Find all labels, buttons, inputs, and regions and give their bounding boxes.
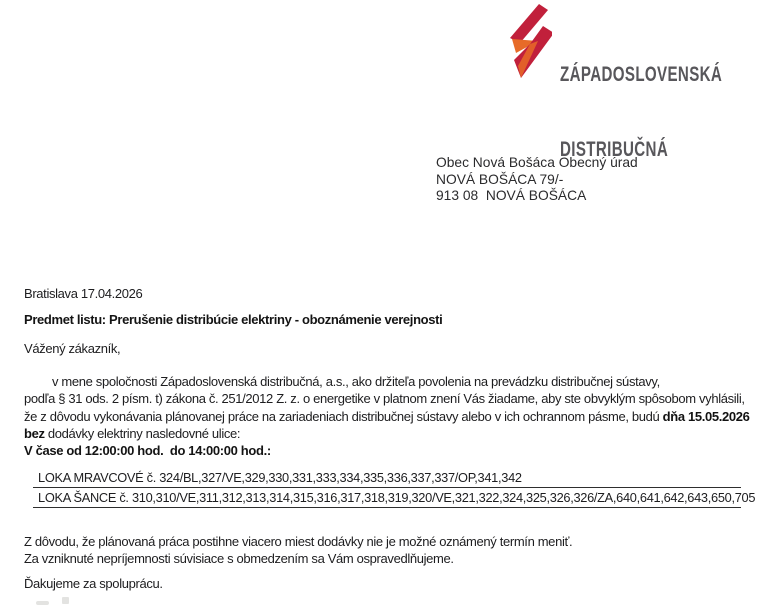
- recipient-line-2: NOVÁ BOŠÁCA 79/-: [436, 171, 564, 187]
- street-row-mravcove: LOKA MRAVCOVÉ č. 324/BL,327/VE,329,330,331,333,334,335,336,337,337/OP,341,342: [33, 469, 741, 488]
- outage-time-heading: V čase od 12:00:00 hod. do 14:00:00 hod.:: [24, 443, 271, 458]
- affected-streets-table: [33, 469, 756, 508]
- recipient-address-block: [436, 155, 638, 205]
- dateline: Bratislava 17.04.2026: [24, 286, 143, 301]
- thanks-line: Ďakujeme za spoluprácu.: [24, 576, 163, 591]
- logo-line-2: DISTRIBUČNÁ: [560, 138, 669, 161]
- recipient-line-3: 913 08 NOVÁ BOŠÁCA: [436, 188, 587, 204]
- paragraph-line-4: [24, 425, 750, 442]
- closing-remarks: [24, 533, 572, 568]
- paragraph-line-2: podľa § 31 ods. 2 písm. t) zákona č. 251/2012 Z. z. o energetike v platnom znení Vás žiadame, aby ste obvyklým spôsobom vyhlásili,: [24, 391, 745, 407]
- salutation: Vážený zákazník,: [24, 341, 121, 356]
- lightning-bolt-icon: [508, 4, 552, 78]
- body-paragraph: [24, 373, 750, 442]
- subject-line: Predmet listu: Prerušenie distribúcie elektriny - oboznámenie verejnosti: [24, 312, 443, 327]
- paragraph-line-3: [24, 408, 750, 425]
- bez-bold: bez: [24, 425, 45, 441]
- closing-line-1: Z dôvodu, že plánovaná práca postihne viacero miest dodávky nie je možné oznámený termín meniť.: [24, 534, 573, 549]
- signature-cutoff-mark: [62, 597, 69, 604]
- outage-date-bold: dňa 15.05.2026: [662, 408, 750, 424]
- recipient-line-1: Obec Nová Bošáca Obecný úrad: [436, 155, 638, 170]
- paragraph-line-4-regular: dodávky elektriny nasledovné ulice:: [44, 425, 241, 441]
- paragraph-line-3-regular: že z dôvodu vykonávania plánovanej práce na zariadeniach distribučnej sústavy alebo v ich ochrannom pásme, budú: [24, 408, 663, 424]
- street-row-sance: LOKA ŠANCE č. 310,310/VE,311,312,313,314,315,316,317,318,319,320/VE,321,322,324,325,326,326/ZA,640,641,642,643,650,705: [33, 488, 741, 508]
- signature-cutoff-mark: [36, 601, 49, 605]
- paragraph-line-1: v mene spoločnosti Západoslovenská distribučná, a.s., ako držiteľa povolenia na prevádzku distribučnej sústavy,: [52, 374, 660, 389]
- closing-line-2: Za vzniknuté nepríjemnosti súvisiace s obmedzením sa Vám ospravedlňujeme.: [24, 551, 454, 567]
- logo-line-1: ZÁPADOSLOVENSKÁ: [560, 63, 723, 86]
